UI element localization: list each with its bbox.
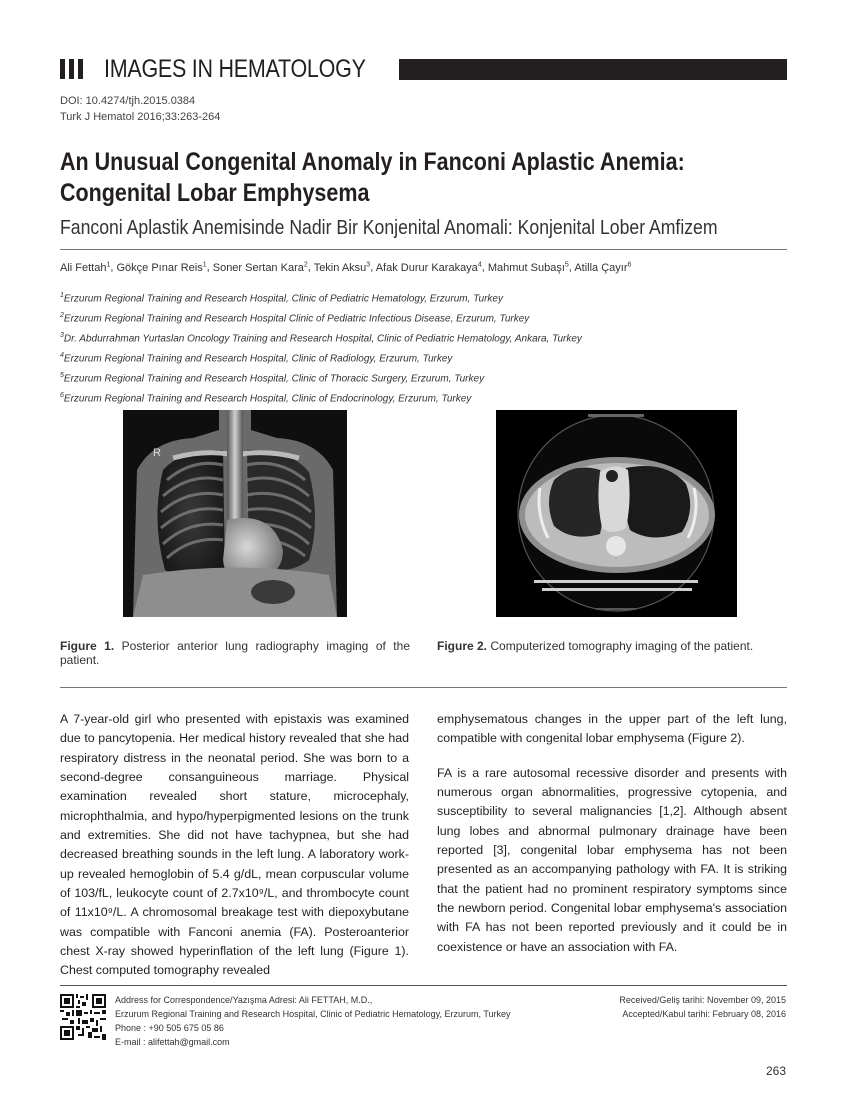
body-column-left: A 7-year-old girl who presented with epistaxis was examined due to pancytopenia. Her medical history revealed that she had respiratory distress in the neonatal period. She was born to a second-degree consanguineous marriage. Physical examination revealed short stature, microcephaly, microphthalmia, and hypo/hyperpigmented lesions on the trunk and extremities. She did not have tachypnea, but she had decreased breathing sounds in the left lung. A laboratory work-up revealed hemoglobin of 5.4 g/dL, mean corpuscular volume of 103/fL, leukocyte count of 2.7x10⁹/L, and thrombocyte count of 11x10⁹/L. A chromosomal breakage test with diepoxybutane was compatible with Fanconi anemia (FA). Posteroanterior chest X-ray showed hyperinflation of the left lung (Figure 1). Chest computed tomography revealed (60, 712, 409, 978)
figure-1-text: Posterior anterior lung radiography imaging of the patient. (60, 639, 410, 667)
figure-1-marker: R (153, 447, 161, 459)
author: Tekin Aksu$^3$ (313, 261, 371, 274)
header-rule (399, 59, 787, 80)
title-line-1: An Unusual Congenital Anomaly in Fanconi Aplastic Anemia: (60, 148, 685, 176)
author: Ali Fettah$^1$ (60, 261, 111, 274)
correspondence-email[interactable]: E-mail : alifettah@gmail.com (115, 1037, 230, 1047)
title-divider (60, 249, 787, 250)
article-title (60, 147, 696, 209)
body-column-right (437, 710, 787, 972)
qr-code-icon (60, 994, 106, 1040)
correspondence-line: Address for Correspondence/Yazışma Adresi: Ali FETTAH, M.D., (115, 995, 373, 1005)
figure-2-caption (437, 639, 787, 653)
body-paragraph: FA is a rare autosomal recessive disorder and presents with numerous organ abnormalities, progressive cytopenia, and susceptibility to several malignancies [1,2]. Although absent lung lobes and abnormal pulmonary drainage have been reported [3], congenital lobar emphysema has not been presented as an accompanying pathology with FA. It is striking that the patient had no prominent respiratory symptoms since the newborn period. Congenital lobar emphysema's association with FA has not been reported previously and it could be in coexistence or have an association with FA. (437, 765, 787, 954)
section-bars-icon (60, 59, 84, 79)
doi[interactable]: DOI: 10.4274/tjh.2015.0384 (60, 95, 196, 107)
author: Soner Sertan Kara$^2$ (212, 261, 308, 274)
figure-2-ct-image (496, 410, 737, 617)
footer-divider (60, 985, 787, 986)
article-subtitle: Fanconi Aplastik Anemisinde Nadir Bir Konjenital Anomali: Konjenital Lober Amfizem (60, 216, 718, 239)
author-list: Ali Fettah$^1$, Gökçe Pınar Reis$^1$, Soner Sertan Kara$^2$, Tekin Aksu$^3$, Afak Durur Karakaya$^4$, Mahmut Subaşı$^5$, Atilla Çayır$^6$ (60, 261, 632, 274)
author: Mahmut Subaşı$^5$ (487, 261, 569, 274)
citation: Turk J Hematol 2016;33:263-264 (60, 111, 221, 123)
date-block (619, 993, 786, 1021)
affiliation: $^2$Erzurum Regional Training and Research Hospital Clinic of Pediatric Infectious Disease, Erzurum, Turkey (60, 311, 530, 325)
figure-1-label: Figure 1. (60, 639, 115, 653)
section-label: IMAGES IN HEMATOLOGY (104, 55, 366, 83)
correspondence-address: Erzurum Regional Training and Research Hospital, Clinic of Pediatric Hematology, Erzurum, Turkey (115, 1009, 511, 1019)
correspondence-phone: Phone : +90 505 675 05 86 (115, 1023, 224, 1033)
correspondence-block (115, 993, 511, 1049)
affiliation: $^6$Erzurum Regional Training and Research Hospital, Clinic of Endocrinology, Erzurum, Turkey (60, 391, 472, 404)
title-line-2: Congenital Lobar Emphysema (60, 179, 370, 207)
body-paragraph: emphysematous changes in the upper part of the left lung, compatible with congenital lobar emphysema (Figure 2). (437, 712, 787, 746)
figure-1-xray-image (123, 410, 347, 617)
accepted-date: Accepted/Kabul tarihi: February 08, 2016 (622, 1009, 786, 1019)
page-number: 263 (765, 1064, 786, 1078)
figure-2-text: Computerized tomography imaging of the patient. (490, 639, 754, 653)
affiliation-list (60, 288, 787, 408)
author: Afak Durur Karakaya$^4$ (375, 261, 482, 274)
affiliation: $^4$Erzurum Regional Training and Research Hospital, Clinic of Radiology, Erzurum, Turkey (60, 351, 453, 365)
figure-divider (60, 687, 787, 688)
author: Atilla Çayır$^6$ (574, 261, 632, 274)
figure-2-label: Figure 2. (437, 639, 488, 653)
author: Gökçe Pınar Reis$^1$ (116, 261, 207, 274)
affiliation: $^3$Dr. Abdurrahman Yurtaslan Oncology Training and Research Hospital, Clinic of Pediatric Hematology, Ankara, Turkey (60, 331, 582, 345)
affiliation: $^1$Erzurum Regional Training and Research Hospital, Clinic of Pediatric Hematology, Erzurum, Turkey (60, 292, 503, 305)
affiliation: $^5$Erzurum Regional Training and Research Hospital, Clinic of Thoracic Surgery, Erzurum, Turkey (60, 371, 485, 385)
figure-1-caption (60, 639, 410, 667)
received-date: Received/Geliş tarihi: November 09, 2015 (619, 995, 786, 1005)
